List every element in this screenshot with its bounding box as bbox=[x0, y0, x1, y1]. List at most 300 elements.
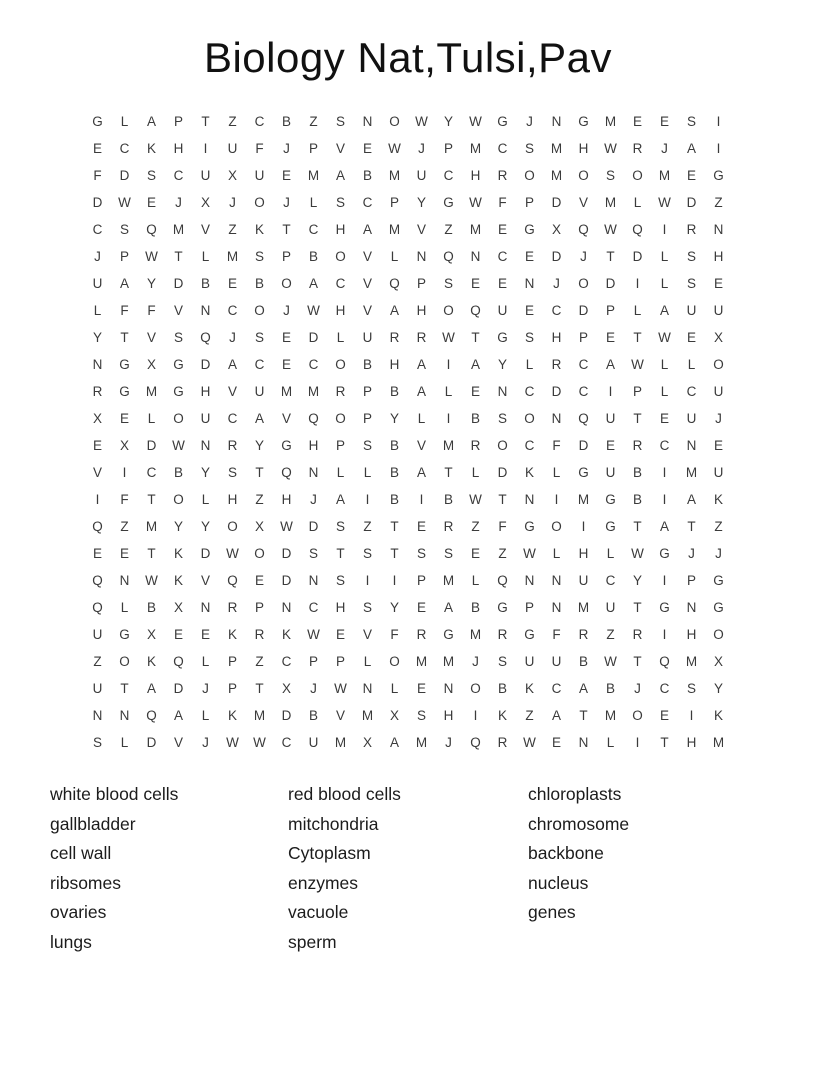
grid-letter: J bbox=[418, 141, 425, 157]
grid-letter: G bbox=[443, 195, 454, 211]
grid-letter: D bbox=[146, 735, 157, 751]
grid-letter: H bbox=[227, 492, 238, 508]
word-item: chloroplasts bbox=[528, 784, 622, 805]
grid-letter: L bbox=[444, 384, 453, 400]
grid-letter: Y bbox=[389, 411, 399, 427]
grid-letter: V bbox=[173, 735, 183, 751]
grid-letter: G bbox=[281, 438, 292, 454]
grid-letter: L bbox=[201, 654, 210, 670]
grid-letter: U bbox=[254, 168, 265, 184]
grid-letter: M bbox=[388, 222, 401, 238]
grid-letter: M bbox=[604, 708, 617, 724]
grid-letter: C bbox=[92, 222, 103, 238]
grid-letter: R bbox=[416, 330, 427, 346]
word-item: mitchondria bbox=[288, 813, 379, 834]
grid-letter: N bbox=[416, 249, 427, 265]
grid-letter: T bbox=[201, 114, 210, 130]
grid-letter: Q bbox=[281, 465, 292, 481]
grid-letter: I bbox=[635, 735, 640, 751]
grid-letter: Z bbox=[255, 492, 264, 508]
grid-letter: S bbox=[416, 708, 426, 724]
grid-letter: R bbox=[632, 438, 643, 454]
grid-letter: S bbox=[227, 465, 237, 481]
grid-letter: B bbox=[308, 249, 318, 265]
grid-letter: O bbox=[578, 168, 589, 184]
grid-letter: G bbox=[497, 114, 508, 130]
grid-letter: A bbox=[416, 357, 426, 373]
grid-letter: S bbox=[146, 168, 156, 184]
grid-letter: V bbox=[200, 573, 210, 589]
grid-letter: H bbox=[686, 735, 697, 751]
grid-letter: B bbox=[362, 168, 372, 184]
grid-letter: W bbox=[253, 735, 266, 751]
grid-letter: M bbox=[226, 249, 239, 265]
grid-letter: P bbox=[389, 195, 399, 211]
grid-letter: W bbox=[469, 195, 482, 211]
grid-letter: C bbox=[281, 654, 292, 670]
grid-letter: S bbox=[362, 546, 372, 562]
grid-letter: S bbox=[497, 411, 507, 427]
grid-letter: L bbox=[336, 330, 345, 346]
grid-letter: U bbox=[92, 627, 103, 643]
grid-letter: X bbox=[362, 735, 372, 751]
grid-letter: N bbox=[119, 573, 130, 589]
grid-letter: E bbox=[659, 411, 669, 427]
grid-letter: G bbox=[524, 519, 535, 535]
grid-letter: N bbox=[524, 573, 535, 589]
grid-letter: C bbox=[308, 357, 319, 373]
grid-letter: S bbox=[443, 276, 453, 292]
grid-letter: R bbox=[227, 600, 238, 616]
grid-letter: S bbox=[119, 222, 129, 238]
grid-letter: W bbox=[658, 330, 671, 346]
grid-letter: E bbox=[227, 276, 237, 292]
grid-letter: N bbox=[200, 438, 211, 454]
grid-letter: E bbox=[686, 330, 696, 346]
grid-letter: M bbox=[388, 168, 401, 184]
grid-letter: Z bbox=[525, 708, 534, 724]
grid-letter: C bbox=[659, 438, 670, 454]
grid-letter: P bbox=[524, 195, 534, 211]
grid-letter: A bbox=[551, 708, 561, 724]
grid-letter: I bbox=[419, 492, 424, 508]
grid-letter: I bbox=[554, 492, 559, 508]
grid-letter: E bbox=[497, 222, 507, 238]
grid-letter: K bbox=[146, 141, 156, 157]
grid-letter: S bbox=[254, 330, 264, 346]
word-item: ribsomes bbox=[50, 872, 121, 893]
grid-letter: D bbox=[632, 249, 643, 265]
grid-letter: B bbox=[389, 438, 399, 454]
grid-letter: L bbox=[201, 492, 210, 508]
grid-letter: T bbox=[147, 492, 156, 508]
grid-letter: Y bbox=[254, 438, 264, 454]
grid-letter: L bbox=[309, 195, 318, 211]
grid-letter: S bbox=[686, 114, 696, 130]
grid-letter: S bbox=[362, 600, 372, 616]
grid-letter: N bbox=[551, 573, 562, 589]
grid-letter: Q bbox=[497, 573, 508, 589]
grid-letter: M bbox=[604, 195, 617, 211]
grid-letter: D bbox=[146, 438, 157, 454]
grid-letter: V bbox=[416, 438, 426, 454]
grid-letter: B bbox=[146, 600, 156, 616]
grid-letter: Q bbox=[146, 708, 157, 724]
grid-letter: Q bbox=[470, 303, 481, 319]
grid-letter: U bbox=[416, 168, 427, 184]
grid-letter: U bbox=[605, 411, 616, 427]
grid-letter: W bbox=[172, 438, 185, 454]
grid-letter: C bbox=[119, 141, 130, 157]
grid-letter: F bbox=[147, 303, 156, 319]
grid-letter: V bbox=[335, 708, 345, 724]
grid-letter: B bbox=[632, 492, 642, 508]
grid-letter: H bbox=[173, 141, 184, 157]
grid-letter: M bbox=[577, 600, 590, 616]
grid-letter: E bbox=[551, 735, 561, 751]
grid-letter: S bbox=[362, 438, 372, 454]
grid-letter: L bbox=[390, 249, 399, 265]
grid-letter: N bbox=[470, 249, 481, 265]
grid-letter: O bbox=[335, 411, 346, 427]
grid-letter: N bbox=[551, 411, 562, 427]
grid-letter: L bbox=[660, 357, 669, 373]
grid-letter: W bbox=[145, 249, 158, 265]
grid-letter: J bbox=[202, 681, 209, 697]
grid-letter: X bbox=[254, 519, 264, 535]
grid-letter: U bbox=[92, 681, 103, 697]
grid-letter: B bbox=[389, 465, 399, 481]
grid-letter: Y bbox=[713, 681, 723, 697]
grid-letter: U bbox=[578, 573, 589, 589]
grid-letter: C bbox=[362, 195, 373, 211]
grid-letter: C bbox=[497, 141, 508, 157]
grid-letter: E bbox=[146, 195, 156, 211]
grid-letter: A bbox=[146, 681, 156, 697]
grid-letter: W bbox=[469, 114, 482, 130]
grid-letter: L bbox=[552, 465, 561, 481]
grid-letter: E bbox=[92, 438, 102, 454]
grid-letter: S bbox=[335, 114, 345, 130]
grid-letter: C bbox=[578, 357, 589, 373]
grid-letter: N bbox=[578, 735, 589, 751]
grid-letter: M bbox=[577, 492, 590, 508]
grid-letter: G bbox=[119, 627, 130, 643]
grid-letter: R bbox=[470, 438, 481, 454]
grid-letter: V bbox=[362, 249, 372, 265]
grid-letter: W bbox=[226, 546, 239, 562]
grid-letter: L bbox=[120, 600, 129, 616]
grid-letter: A bbox=[659, 303, 669, 319]
grid-letter: N bbox=[362, 681, 373, 697]
grid-letter: Y bbox=[416, 195, 426, 211]
grid-letter: Z bbox=[255, 654, 264, 670]
grid-letter: G bbox=[713, 600, 724, 616]
grid-letter: W bbox=[658, 195, 671, 211]
grid-letter: U bbox=[524, 654, 535, 670]
grid-letter: M bbox=[469, 627, 482, 643]
grid-letter: Z bbox=[309, 114, 318, 130]
grid-letter: M bbox=[145, 519, 158, 535]
grid-letter: M bbox=[658, 168, 671, 184]
grid-letter: J bbox=[715, 411, 722, 427]
grid-letter: R bbox=[416, 627, 427, 643]
grid-letter: Q bbox=[92, 600, 103, 616]
grid-letter: D bbox=[308, 519, 319, 535]
grid-letter: E bbox=[281, 168, 291, 184]
grid-letter: U bbox=[227, 141, 238, 157]
grid-letter: I bbox=[203, 141, 208, 157]
grid-letter: B bbox=[605, 681, 615, 697]
grid-letter: A bbox=[686, 141, 696, 157]
grid-letter: G bbox=[605, 519, 616, 535]
grid-letter: E bbox=[281, 330, 291, 346]
grid-letter: G bbox=[173, 357, 184, 373]
grid-letter: N bbox=[524, 492, 535, 508]
grid-letter: L bbox=[336, 465, 345, 481]
grid-letter: C bbox=[146, 465, 157, 481]
grid-letter: E bbox=[173, 627, 183, 643]
grid-letter: F bbox=[93, 168, 102, 184]
grid-letter: V bbox=[578, 195, 588, 211]
grid-letter: D bbox=[173, 276, 184, 292]
grid-letter: Q bbox=[578, 222, 589, 238]
grid-letter: J bbox=[580, 249, 587, 265]
grid-letter: W bbox=[226, 735, 239, 751]
grid-letter: J bbox=[445, 735, 452, 751]
grid-letter: S bbox=[524, 330, 534, 346]
grid-letter: B bbox=[389, 384, 399, 400]
grid-letter: C bbox=[686, 384, 697, 400]
grid-letter: J bbox=[283, 141, 290, 157]
grid-letter: B bbox=[632, 465, 642, 481]
grid-letter: L bbox=[120, 114, 129, 130]
grid-letter: X bbox=[92, 411, 102, 427]
grid-letter: I bbox=[716, 114, 721, 130]
grid-letter: I bbox=[662, 573, 667, 589]
grid-letter: J bbox=[94, 249, 101, 265]
grid-letter: A bbox=[308, 276, 318, 292]
grid-letter: E bbox=[200, 627, 210, 643]
grid-letter: K bbox=[173, 573, 183, 589]
grid-letter: A bbox=[173, 708, 183, 724]
grid-letter: J bbox=[715, 546, 722, 562]
grid-letter: M bbox=[307, 168, 320, 184]
grid-letter: Y bbox=[200, 519, 210, 535]
grid-letter: J bbox=[229, 195, 236, 211]
word-item: chromosome bbox=[528, 813, 630, 834]
grid-letter: U bbox=[713, 303, 724, 319]
grid-letter: I bbox=[608, 384, 613, 400]
grid-letter: H bbox=[578, 546, 589, 562]
grid-letter: E bbox=[470, 384, 480, 400]
grid-letter: U bbox=[713, 465, 724, 481]
grid-letter: G bbox=[119, 357, 130, 373]
grid-letter: E bbox=[416, 519, 426, 535]
grid-letter: A bbox=[578, 681, 588, 697]
grid-letter: S bbox=[335, 573, 345, 589]
grid-letter: U bbox=[713, 384, 724, 400]
grid-letter: S bbox=[254, 249, 264, 265]
grid-letter: M bbox=[334, 735, 347, 751]
grid-letter: J bbox=[661, 141, 668, 157]
grid-letter: G bbox=[443, 627, 454, 643]
grid-letter: W bbox=[334, 681, 347, 697]
grid-letter: D bbox=[551, 249, 562, 265]
grid-letter: P bbox=[443, 141, 453, 157]
grid-letter: Q bbox=[470, 735, 481, 751]
grid-letter: X bbox=[713, 330, 723, 346]
grid-letter: T bbox=[687, 519, 696, 535]
grid-letter: P bbox=[578, 330, 588, 346]
grid-letter: M bbox=[550, 141, 563, 157]
grid-letter: J bbox=[472, 654, 479, 670]
word-item: cell wall bbox=[50, 843, 112, 864]
grid-letter: P bbox=[227, 681, 237, 697]
grid-letter: B bbox=[389, 492, 399, 508]
grid-letter: T bbox=[633, 411, 642, 427]
grid-letter: O bbox=[524, 411, 535, 427]
grid-letter: V bbox=[173, 303, 183, 319]
grid-letter: P bbox=[227, 654, 237, 670]
worksheet-page bbox=[0, 34, 816, 1090]
grid-letter: T bbox=[498, 492, 507, 508]
grid-letter: E bbox=[92, 546, 102, 562]
grid-letter: J bbox=[175, 195, 182, 211]
grid-letter: T bbox=[174, 249, 183, 265]
grid-letter: M bbox=[415, 735, 428, 751]
grid-letter: X bbox=[119, 438, 129, 454]
grid-letter: C bbox=[524, 438, 535, 454]
grid-letter: D bbox=[200, 357, 211, 373]
grid-letter: M bbox=[145, 384, 158, 400]
grid-letter: B bbox=[443, 492, 453, 508]
grid-letter: A bbox=[146, 114, 156, 130]
grid-letter: W bbox=[442, 330, 455, 346]
grid-letter: Y bbox=[389, 600, 399, 616]
grid-letter: A bbox=[605, 357, 615, 373]
grid-letter: A bbox=[389, 735, 399, 751]
grid-letter: Y bbox=[146, 276, 156, 292]
grid-letter: A bbox=[686, 492, 696, 508]
grid-letter: D bbox=[281, 573, 292, 589]
grid-letter: J bbox=[688, 546, 695, 562]
puzzle-title: Biology Nat,Tulsi,Pav bbox=[203, 34, 613, 81]
grid-letter: D bbox=[686, 195, 697, 211]
grid-letter: I bbox=[446, 411, 451, 427]
grid-letter: B bbox=[470, 411, 480, 427]
grid-letter: K bbox=[524, 465, 534, 481]
grid-letter: M bbox=[469, 141, 482, 157]
grid-letter: N bbox=[200, 600, 211, 616]
grid-letter: B bbox=[470, 600, 480, 616]
grid-letter: G bbox=[659, 546, 670, 562]
grid-letter: L bbox=[363, 465, 372, 481]
grid-letter: Z bbox=[714, 195, 723, 211]
word-list bbox=[0, 780, 816, 957]
grid-letter: S bbox=[686, 681, 696, 697]
grid-letter: W bbox=[415, 114, 428, 130]
grid-letter: I bbox=[662, 465, 667, 481]
grid-letter: X bbox=[551, 222, 561, 238]
word-list-column bbox=[528, 780, 748, 957]
grid-letter: R bbox=[497, 627, 508, 643]
grid-letter: E bbox=[659, 114, 669, 130]
grid-letter: D bbox=[281, 708, 292, 724]
grid-letter: J bbox=[310, 492, 317, 508]
grid-letter: W bbox=[118, 195, 131, 211]
grid-letter: I bbox=[365, 573, 370, 589]
grid-letter: C bbox=[551, 681, 562, 697]
grid-letter: W bbox=[280, 519, 293, 535]
grid-letter: Z bbox=[93, 654, 102, 670]
grid-letter: D bbox=[551, 384, 562, 400]
grid-letter: L bbox=[201, 249, 210, 265]
grid-letter: N bbox=[686, 438, 697, 454]
grid-letter: J bbox=[553, 276, 560, 292]
grid-letter: A bbox=[335, 492, 345, 508]
grid-letter: E bbox=[416, 681, 426, 697]
grid-letter: R bbox=[497, 735, 508, 751]
word-list-column bbox=[50, 780, 288, 957]
grid-letter: M bbox=[172, 222, 185, 238]
grid-letter: S bbox=[92, 735, 102, 751]
grid-letter: R bbox=[443, 519, 454, 535]
grid-letter: H bbox=[551, 330, 562, 346]
grid-letter: Q bbox=[146, 222, 157, 238]
grid-letter: Q bbox=[92, 519, 103, 535]
grid-letter: O bbox=[281, 276, 292, 292]
grid-letter: P bbox=[119, 249, 129, 265]
grid-letter: T bbox=[633, 600, 642, 616]
grid-letter: G bbox=[497, 600, 508, 616]
grid-letter: W bbox=[307, 627, 320, 643]
grid-letter: G bbox=[92, 114, 103, 130]
grid-letter: V bbox=[200, 222, 210, 238]
grid-letter: Z bbox=[498, 546, 507, 562]
grid-letter: E bbox=[254, 573, 264, 589]
grid-letter: P bbox=[308, 141, 318, 157]
grid-letter: J bbox=[310, 681, 317, 697]
grid-letter: T bbox=[255, 465, 264, 481]
grid-letter: H bbox=[470, 168, 481, 184]
word-item: gallbladder bbox=[50, 813, 136, 834]
grid-letter: V bbox=[227, 384, 237, 400]
grid-letter: D bbox=[605, 276, 616, 292]
grid-letter: C bbox=[605, 573, 616, 589]
grid-letter: H bbox=[389, 357, 400, 373]
grid-letter: N bbox=[551, 600, 562, 616]
grid-letter: R bbox=[551, 357, 562, 373]
grid-letter: W bbox=[523, 735, 536, 751]
grid-letter: A bbox=[335, 168, 345, 184]
grid-letter: C bbox=[254, 357, 265, 373]
grid-letter: O bbox=[551, 519, 562, 535]
grid-letter: G bbox=[659, 600, 670, 616]
grid-letter: O bbox=[497, 438, 508, 454]
grid-letter: J bbox=[283, 195, 290, 211]
grid-letter: B bbox=[362, 357, 372, 373]
grid-letter: P bbox=[416, 573, 426, 589]
grid-letter: J bbox=[634, 681, 641, 697]
grid-letter: F bbox=[552, 627, 561, 643]
grid-letter: T bbox=[633, 330, 642, 346]
grid-letter: O bbox=[632, 168, 643, 184]
grid-letter: R bbox=[578, 627, 589, 643]
grid-letter: C bbox=[578, 384, 589, 400]
grid-letter: C bbox=[227, 411, 238, 427]
grid-letter: N bbox=[92, 357, 103, 373]
